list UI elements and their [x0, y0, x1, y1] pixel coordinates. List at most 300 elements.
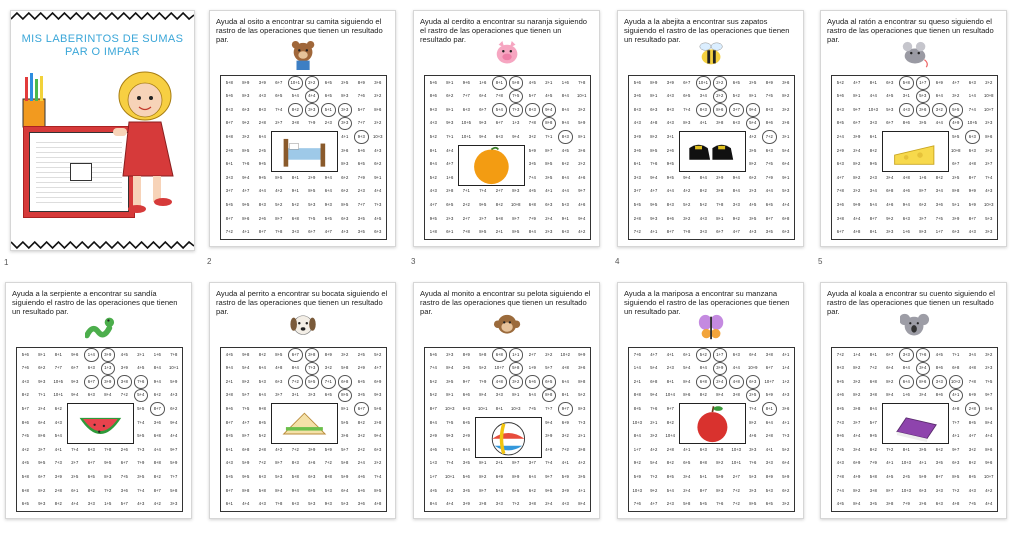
maze-cell[interactable]: 4+1	[782, 419, 790, 425]
maze-cell[interactable]: 3+5	[528, 161, 536, 167]
maze-cell[interactable]: 8+7	[225, 120, 233, 126]
maze-cell[interactable]: 4+6	[749, 433, 757, 439]
maze-cell[interactable]: 9+3	[479, 120, 487, 126]
maze-cell[interactable]: 6+8	[952, 365, 960, 371]
maze-cell[interactable]: 2+8	[258, 120, 266, 126]
maze-cell[interactable]: 10+3	[868, 106, 878, 112]
maze-cell[interactable]: 7+5	[836, 446, 844, 452]
maze-cell[interactable]: 8+7	[512, 460, 520, 466]
maze-cell[interactable]: 6+7	[853, 120, 861, 126]
maze-cell[interactable]: 3+9	[561, 487, 569, 493]
maze-cell[interactable]: 4+3	[561, 501, 569, 507]
maze-cell[interactable]: 7+2	[225, 229, 233, 235]
maze-cell[interactable]: 8+5	[749, 501, 757, 507]
maze-cell[interactable]: 1+4	[968, 93, 976, 99]
maze-cell[interactable]: 6+3	[699, 446, 707, 452]
maze-cell[interactable]: 8+1	[869, 351, 877, 357]
maze-cell[interactable]: 7+4	[836, 487, 844, 493]
maze-cell[interactable]: 8+7	[242, 433, 250, 439]
maze-cell[interactable]: 5+9	[561, 473, 569, 479]
maze-cell[interactable]: 5+4	[242, 365, 250, 371]
maze-cell[interactable]: 2+4	[713, 375, 728, 389]
maze-cell[interactable]: 6+2	[54, 406, 62, 412]
maze-cell[interactable]: 2+2	[713, 90, 728, 104]
maze-cell[interactable]: 3+3	[495, 392, 503, 398]
maze-cell[interactable]: 10+2	[949, 375, 964, 389]
maze-cell[interactable]: 4+4	[242, 501, 250, 507]
maze-cell[interactable]: 5+3	[324, 487, 332, 493]
maze-cell[interactable]: 6+7	[479, 106, 487, 112]
maze-cell[interactable]: 2+3	[446, 215, 454, 221]
maze-cell[interactable]: 4+1	[952, 433, 960, 439]
maze-cell[interactable]: 8+7	[429, 406, 437, 412]
maze-cell[interactable]: 8+2	[357, 419, 365, 425]
maze-cell[interactable]: 8+1	[492, 76, 507, 90]
maze-cell[interactable]: 3+2	[578, 106, 586, 112]
maze-cell[interactable]: 4+3	[429, 188, 437, 194]
maze-cell[interactable]: 4+2	[446, 487, 454, 493]
maze-cell[interactable]: 7+1	[446, 446, 454, 452]
maze-cell[interactable]: 7+4	[71, 446, 79, 452]
maze-cell[interactable]: 10+5	[53, 378, 63, 384]
maze-cell[interactable]: 7+8	[836, 188, 844, 194]
maze-cell[interactable]: 9+4	[902, 201, 910, 207]
maze-cell[interactable]: 5+6	[429, 351, 437, 357]
maze-cell[interactable]: 3+2	[952, 93, 960, 99]
maze-cell[interactable]: 4+1	[242, 229, 250, 235]
maze-cell[interactable]: 3+4	[916, 362, 931, 376]
maze-cell[interactable]: 3+5	[357, 392, 365, 398]
maze-cell[interactable]: 5+9	[324, 446, 332, 452]
maze-cell[interactable]: 4+2	[650, 446, 658, 452]
maze-cell[interactable]: 3+9	[308, 446, 316, 452]
maze-cell[interactable]: 4+5	[935, 351, 943, 357]
maze-cell[interactable]: 8+2	[288, 103, 303, 117]
maze-cell[interactable]: 4+3	[782, 392, 790, 398]
maze-cell[interactable]: 8+7	[479, 487, 487, 493]
maze-cell[interactable]: 3+1	[666, 134, 674, 140]
maze-cell[interactable]: 4+4	[374, 188, 382, 194]
maze-cell[interactable]: 6+5	[324, 93, 332, 99]
maze-cell[interactable]: 2+8	[54, 487, 62, 493]
maze-cell[interactable]: 2+3	[357, 188, 365, 194]
maze-cell[interactable]: 8+5	[242, 147, 250, 153]
maze-cell[interactable]: 7+8	[716, 201, 724, 207]
maze-cell[interactable]: 6+8	[338, 375, 353, 389]
maze-cell[interactable]: 8+5	[545, 161, 553, 167]
maze-cell[interactable]: 4+7	[374, 365, 382, 371]
maze-cell[interactable]: 8+7	[919, 188, 927, 194]
maze-cell[interactable]: 8+7	[666, 229, 674, 235]
maze-cell[interactable]: 10+2	[560, 351, 570, 357]
maze-cell[interactable]: 2+5	[71, 473, 79, 479]
maze-cell[interactable]: 3+1	[782, 134, 790, 140]
maze-cell[interactable]: 7+9	[137, 460, 145, 466]
maze-cell[interactable]: 2+8	[666, 446, 674, 452]
maze-cell[interactable]: 5+8	[495, 215, 503, 221]
maze-cell[interactable]: 3+6	[633, 147, 641, 153]
maze-cell[interactable]: 10+8	[511, 201, 521, 207]
maze-cell[interactable]: 8+7	[869, 215, 877, 221]
maze-cell[interactable]: 8+5	[341, 201, 349, 207]
maze-cell[interactable]: 6+5	[324, 79, 332, 85]
maze-cell[interactable]: 2+6	[919, 501, 927, 507]
maze-cell[interactable]: 4+4	[782, 201, 790, 207]
maze-cell[interactable]: 9+4	[291, 487, 299, 493]
maze-cell[interactable]: 3+8	[225, 392, 233, 398]
maze-cell[interactable]: 6+8	[696, 375, 711, 389]
maze-cell[interactable]: 8+5	[650, 147, 658, 153]
maze-cell[interactable]: 3+8	[869, 487, 877, 493]
maze-cell[interactable]: 8+4	[699, 174, 707, 180]
maze-cell[interactable]: 8+1	[512, 392, 520, 398]
maze-cell[interactable]: 9+7	[578, 188, 586, 194]
maze-cell[interactable]: 8+2	[886, 378, 894, 384]
maze-cell[interactable]: 1+2	[782, 378, 790, 384]
maze-cell[interactable]: 6+7	[38, 473, 46, 479]
maze-cell[interactable]: 3+7	[633, 188, 641, 194]
maze-cell[interactable]: 5+2	[429, 378, 437, 384]
maze-cell[interactable]: 9+9	[968, 188, 976, 194]
maze-cell[interactable]: 4+2	[749, 134, 757, 140]
maze-cell[interactable]: 2+2	[578, 161, 586, 167]
maze-cell[interactable]: 4+5	[561, 147, 569, 153]
maze-cell[interactable]: 5+8	[509, 76, 524, 90]
maze-cell[interactable]: 7+7	[54, 365, 62, 371]
maze-cell[interactable]: 5+8	[170, 487, 178, 493]
maze-cell[interactable]: 10+1	[478, 406, 488, 412]
maze-cell[interactable]: 10+1	[731, 460, 741, 466]
maze-cell[interactable]: 8+3	[919, 229, 927, 235]
maze-cell[interactable]: 6+3	[341, 215, 349, 221]
maze-cell[interactable]: 3+1	[291, 392, 299, 398]
maze-cell[interactable]: 5+3	[782, 188, 790, 194]
maze-cell[interactable]: 7+5	[765, 93, 773, 99]
maze-cell[interactable]: 8+4	[561, 106, 569, 112]
maze-cell[interactable]: 8+8	[633, 392, 641, 398]
maze-cell[interactable]: 2+5	[749, 79, 757, 85]
maze-cell[interactable]: 3+3	[749, 487, 757, 493]
maze-cell[interactable]: 6+3	[291, 501, 299, 507]
maze-cell[interactable]: 6+3	[374, 229, 382, 235]
maze-cell[interactable]: 7+8	[495, 93, 503, 99]
maze-cell[interactable]: 7+2	[886, 446, 894, 452]
maze-cell[interactable]: 8+1	[446, 79, 454, 85]
maze-cell[interactable]: 8+4	[683, 378, 691, 384]
maze-cell[interactable]: 7+4	[137, 419, 145, 425]
maze-cell[interactable]: 2+8	[716, 446, 724, 452]
maze-cell[interactable]: 8+2	[54, 501, 62, 507]
maze-cell[interactable]: 2+8	[965, 402, 980, 416]
maze-cell[interactable]: 9+5	[429, 215, 437, 221]
maze-cell[interactable]: 6+7	[87, 460, 95, 466]
maze-cell[interactable]: 2+5	[902, 473, 910, 479]
maze-cell[interactable]: 4+6	[429, 446, 437, 452]
maze-cell[interactable]: 4+6	[886, 201, 894, 207]
maze-cell[interactable]: 5+4	[869, 201, 877, 207]
maze-cell[interactable]: 2+3	[869, 174, 877, 180]
maze-cell[interactable]: 8+7	[935, 473, 943, 479]
maze-cell[interactable]: 2+5	[357, 351, 365, 357]
maze-cell[interactable]: 5+5	[633, 201, 641, 207]
maze-cell[interactable]: 2+7	[71, 460, 79, 466]
maze-cell[interactable]: 4+3	[699, 215, 707, 221]
maze-cell[interactable]: 5+5	[305, 375, 320, 389]
maze-cell[interactable]: 3+4	[968, 351, 976, 357]
maze-cell[interactable]: 8+2	[87, 487, 95, 493]
maze-cell[interactable]: 7+3	[54, 460, 62, 466]
maze-cell[interactable]: 4+8	[952, 501, 960, 507]
maze-cell[interactable]: 6+1	[225, 501, 233, 507]
maze-cell[interactable]: 7+5	[765, 161, 773, 167]
maze-cell[interactable]: 8+5	[258, 419, 266, 425]
maze-cell[interactable]: 6+8	[650, 378, 658, 384]
maze-cell[interactable]: 3+3	[749, 446, 757, 452]
maze-cell[interactable]: 5+7	[869, 419, 877, 425]
maze-cell[interactable]: 9+4	[746, 103, 761, 117]
maze-cell[interactable]: 2+5	[258, 147, 266, 153]
maze-cell[interactable]: 2+9	[462, 433, 470, 439]
maze-cell[interactable]: 3+4	[683, 473, 691, 479]
maze-cell[interactable]: 8+1	[869, 229, 877, 235]
maze-cell[interactable]: 7+2	[561, 446, 569, 452]
maze-cell[interactable]: 2+2	[462, 201, 470, 207]
maze-cell[interactable]: 8+1	[479, 460, 487, 466]
maze-cell[interactable]: 4+4	[985, 433, 993, 439]
maze-cell[interactable]: 8+3	[258, 106, 266, 112]
maze-cell[interactable]: 4+4	[765, 188, 773, 194]
maze-cell[interactable]: 9+5	[258, 174, 266, 180]
maze-cell[interactable]: 7+6	[749, 460, 757, 466]
maze-cell[interactable]: 8+3	[225, 106, 233, 112]
maze-cell[interactable]: 8+5	[225, 433, 233, 439]
maze-cell[interactable]: 3+5	[357, 229, 365, 235]
maze-cell[interactable]: 8+1	[54, 351, 62, 357]
maze-cell[interactable]: 8+4	[479, 392, 487, 398]
maze-cell[interactable]: 8+6	[765, 120, 773, 126]
maze-cell[interactable]: 5+9	[528, 147, 536, 153]
maze-cell[interactable]: 7+7	[952, 419, 960, 425]
maze-cell[interactable]: 7+8	[683, 229, 691, 235]
maze-cell[interactable]: 4+9	[853, 473, 861, 479]
maze-cell[interactable]: 9+3	[324, 201, 332, 207]
maze-cell[interactable]: 2+1	[495, 229, 503, 235]
maze-cell[interactable]: 8+2	[853, 365, 861, 371]
maze-cell[interactable]: 9+3	[650, 215, 658, 221]
maze-cell[interactable]: 3+2	[324, 365, 332, 371]
maze-cell[interactable]: 2+1	[578, 433, 586, 439]
maze-cell[interactable]: 7+5	[120, 473, 128, 479]
maze-cell[interactable]: 7+2	[732, 501, 740, 507]
maze-cell[interactable]: 6+2	[782, 487, 790, 493]
maze-cell[interactable]: 8+4	[291, 365, 299, 371]
maze-cell[interactable]: 5+4	[528, 392, 536, 398]
maze-cell[interactable]: 10+7	[764, 378, 774, 384]
maze-cell[interactable]: 3+4	[699, 93, 707, 99]
maze-cell[interactable]: 10+5	[967, 120, 977, 126]
maze-cell[interactable]: 2+9	[357, 365, 365, 371]
maze-cell[interactable]: 3+7	[275, 392, 283, 398]
maze-cell[interactable]: 6+3	[746, 375, 761, 389]
maze-cell[interactable]: 9+3	[446, 433, 454, 439]
maze-cell[interactable]: 4+4	[305, 90, 320, 104]
maze-cell[interactable]: 8+5	[512, 229, 520, 235]
maze-cell[interactable]: 3+1	[902, 93, 910, 99]
maze-cell[interactable]: 4+1	[782, 351, 790, 357]
maze-cell[interactable]: 10+5	[461, 120, 471, 126]
maze-cell[interactable]: 8+4	[429, 501, 437, 507]
maze-cell[interactable]: 2+9	[429, 433, 437, 439]
maze-cell[interactable]: 3+5	[545, 174, 553, 180]
maze-cell[interactable]: 5+8	[291, 473, 299, 479]
maze-cell[interactable]: 10+8	[951, 147, 961, 153]
maze-cell[interactable]: 6+2	[749, 174, 757, 180]
maze-cell[interactable]: 10+3	[511, 406, 521, 412]
maze-cell[interactable]: 6+5	[683, 460, 691, 466]
maze-cell[interactable]: 8+3	[341, 161, 349, 167]
maze-cell[interactable]: 4+3	[341, 229, 349, 235]
maze-cell[interactable]: 8+3	[836, 106, 844, 112]
maze-cell[interactable]: 9+5	[38, 460, 46, 466]
maze-cell[interactable]: 6+3	[952, 460, 960, 466]
maze-cell[interactable]: 8+2	[853, 161, 861, 167]
maze-cell[interactable]: 4+6	[357, 473, 365, 479]
maze-cell[interactable]: 4+5	[528, 79, 536, 85]
maze-cell[interactable]: 6+3	[87, 392, 95, 398]
maze-cell[interactable]: 4+3	[968, 229, 976, 235]
maze-cell[interactable]: 6+2	[528, 487, 536, 493]
maze-cell[interactable]: 8+1	[446, 392, 454, 398]
maze-cell[interactable]: 8+3	[683, 120, 691, 126]
maze-cell[interactable]: 5+9	[633, 473, 641, 479]
maze-cell[interactable]: 5+2	[696, 348, 711, 362]
maze-cell[interactable]: 2+3	[446, 351, 454, 357]
maze-cell[interactable]: 8+2	[650, 134, 658, 140]
maze-cell[interactable]: 7+9	[479, 378, 487, 384]
maze-cell[interactable]: 3+6	[935, 201, 943, 207]
maze-cell[interactable]: 7+1	[952, 351, 960, 357]
maze-cell[interactable]: 3+3	[765, 460, 773, 466]
maze-cell[interactable]: 6+4	[561, 378, 569, 384]
maze-cell[interactable]: 8+3	[666, 201, 674, 207]
maze-cell[interactable]: 7+2	[104, 487, 112, 493]
maze-cell[interactable]: 8+3	[291, 460, 299, 466]
maze-cell[interactable]: 2+2	[985, 79, 993, 85]
maze-cell[interactable]: 4+3	[633, 120, 641, 126]
maze-cell[interactable]: 5+5	[952, 134, 960, 140]
maze-cell[interactable]: 6+5	[446, 201, 454, 207]
maze-cell[interactable]: 4+5	[429, 487, 437, 493]
maze-cell[interactable]: 5+6	[429, 79, 437, 85]
maze-cell[interactable]: 3+2	[683, 215, 691, 221]
maze-cell[interactable]: 4+3	[137, 501, 145, 507]
maze-cell[interactable]: 8+3	[258, 201, 266, 207]
maze-cell[interactable]: 5+8	[509, 362, 524, 376]
maze-cell[interactable]: 4+7	[650, 351, 658, 357]
maze-cell[interactable]: 8+3	[578, 406, 586, 412]
maze-cell[interactable]: 9+5	[104, 460, 112, 466]
maze-cell[interactable]: 6+9	[561, 419, 569, 425]
maze-cell[interactable]: 8+7	[765, 215, 773, 221]
maze-cell[interactable]: 9+9	[578, 351, 586, 357]
maze-cell[interactable]: 9+5	[242, 473, 250, 479]
maze-cell[interactable]: 8+5	[275, 174, 283, 180]
maze-cell[interactable]: 5+5	[324, 215, 332, 221]
maze-cell[interactable]: 4+7	[952, 79, 960, 85]
maze-cell[interactable]: 6+4	[258, 134, 266, 140]
maze-cell[interactable]: 3+8	[836, 215, 844, 221]
maze-cell[interactable]: 3+8	[886, 501, 894, 507]
maze-cell[interactable]: 3+9	[258, 79, 266, 85]
maze-cell[interactable]: 6+3	[965, 130, 980, 144]
maze-cell[interactable]: 1+6	[446, 174, 454, 180]
maze-cell[interactable]: 9+4	[650, 392, 658, 398]
maze-cell[interactable]: 6+2	[341, 174, 349, 180]
maze-cell[interactable]: 5+6	[836, 93, 844, 99]
maze-cell[interactable]: 5+2	[258, 433, 266, 439]
maze-cell[interactable]: 3+5	[869, 501, 877, 507]
maze-cell[interactable]: 8+2	[699, 392, 707, 398]
maze-cell[interactable]: 9+3	[429, 106, 437, 112]
maze-cell[interactable]: 3+7	[919, 215, 927, 221]
maze-cell[interactable]: 3+3	[886, 229, 894, 235]
maze-cell[interactable]: 5+2	[732, 93, 740, 99]
maze-cell[interactable]: 6+5	[357, 378, 365, 384]
maze-cell[interactable]: 1+7	[935, 229, 943, 235]
maze-cell[interactable]: 8+6	[916, 375, 931, 389]
maze-cell[interactable]: 5+3	[985, 215, 993, 221]
maze-cell[interactable]: 8+3	[716, 487, 724, 493]
maze-cell[interactable]: 4+7	[429, 201, 437, 207]
maze-cell[interactable]: 7+4	[545, 460, 553, 466]
maze-cell[interactable]: 3+2	[782, 106, 790, 112]
maze-cell[interactable]: 2+7	[462, 215, 470, 221]
maze-cell[interactable]: 7+4	[968, 106, 976, 112]
maze-cell[interactable]: 6+7	[71, 365, 79, 371]
maze-cell[interactable]: 7+3	[782, 433, 790, 439]
maze-cell[interactable]: 2+4	[545, 215, 553, 221]
maze-cell[interactable]: 2+8	[258, 446, 266, 452]
maze-cell[interactable]: 2+2	[305, 76, 320, 90]
maze-cell[interactable]: 7+2	[762, 130, 777, 144]
maze-cell[interactable]: 4+7	[446, 161, 454, 167]
maze-cell[interactable]: 4+1	[578, 487, 586, 493]
maze-cell[interactable]: 10+3	[731, 446, 741, 452]
maze-cell[interactable]: 9+2	[242, 120, 250, 126]
maze-cell[interactable]: 3+6	[357, 501, 365, 507]
maze-cell[interactable]: 5+5	[225, 473, 233, 479]
maze-cell[interactable]: 4+6	[308, 460, 316, 466]
maze-cell[interactable]: 2+8	[479, 501, 487, 507]
maze-cell[interactable]: 7+1	[38, 392, 46, 398]
maze-cell[interactable]: 5+4	[134, 389, 149, 403]
maze-cell[interactable]: 3+3	[170, 501, 178, 507]
maze-cell[interactable]: 3+2	[968, 446, 976, 452]
maze-cell[interactable]: 7+5	[308, 215, 316, 221]
maze-cell[interactable]: 7+9	[308, 120, 316, 126]
maze-cell[interactable]: 3+2	[528, 134, 536, 140]
maze-cell[interactable]: 3+9	[54, 473, 62, 479]
maze-cell[interactable]: 8+7	[275, 460, 283, 466]
maze-cell[interactable]: 9+5	[479, 201, 487, 207]
maze-cell[interactable]: 6+4	[782, 460, 790, 466]
maze-cell[interactable]: 2+2	[853, 188, 861, 194]
maze-cell[interactable]: 8+2	[869, 446, 877, 452]
maze-cell[interactable]: 6+7	[275, 79, 283, 85]
maze-cell[interactable]: 3+2	[932, 103, 947, 117]
maze-cell[interactable]: 4+2	[153, 501, 161, 507]
maze-cell[interactable]: 3+9	[101, 348, 116, 362]
